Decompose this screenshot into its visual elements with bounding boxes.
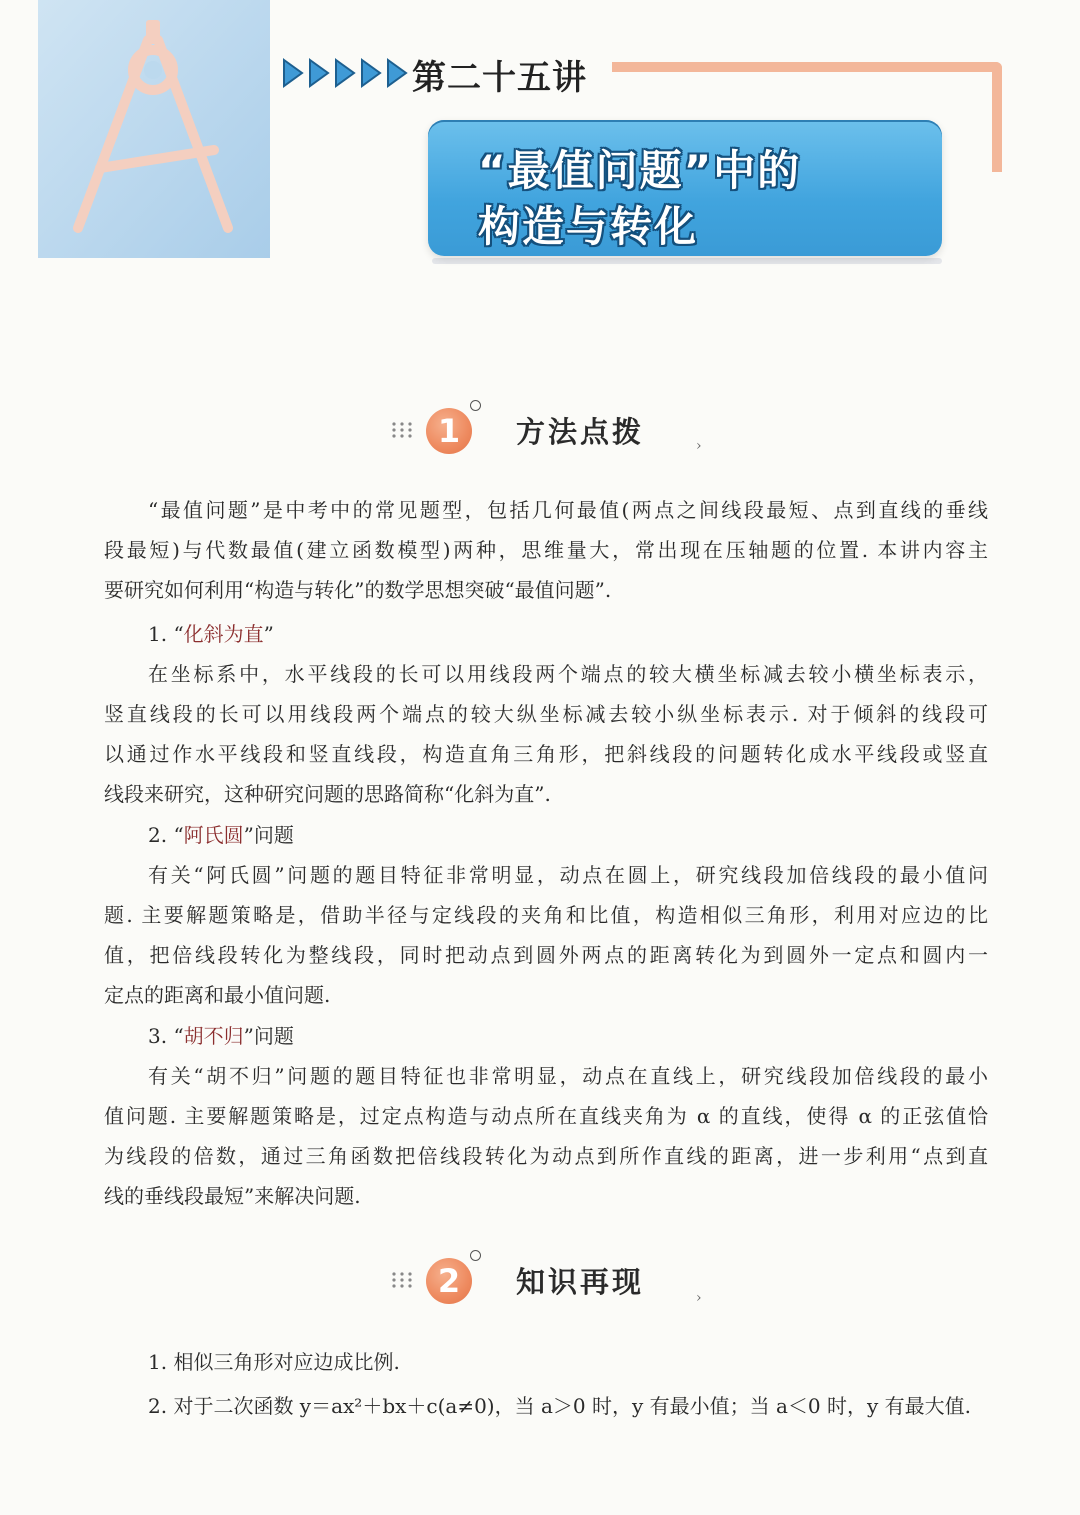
section-number-badge: 1 [426, 408, 472, 454]
knowledge-item-2: 2. 对于二次函数 y＝ax²＋bx＋c(a≠0)，当 a＞0 时，y 有最小值；当 a＜0 时，y 有最大值. [148, 1394, 972, 1418]
text-line: “最值问题”是中考中的常见题型，包括几何最值(两点之间线段最短、点到直线的垂线 [148, 498, 988, 522]
text-line: 在坐标系中，水平线段的长可以用线段两个端点的较大横坐标减去较小横坐标表示， [148, 662, 988, 686]
small-arrow-icon: › [696, 1290, 702, 1306]
item-3-paragraph [104, 1056, 988, 1216]
item-2-paragraph [104, 855, 988, 1015]
small-arrow-icon: › [696, 438, 702, 454]
item-heading-3 [148, 1016, 294, 1056]
text-line: 要研究如何利用“构造与转化”的数学思想突破“最值问题”. [104, 578, 612, 602]
text-line: 以通过作水平线段和竖直线段，构造直角三角形，把斜线段的问题转化成水平线段或竖直 [104, 742, 988, 766]
item-name: 化斜为直 [183, 622, 264, 646]
text-line: 线的垂线段最短”来解决问题. [104, 1184, 361, 1208]
compass-illustration [38, 0, 270, 258]
degree-circle-icon [470, 1250, 481, 1261]
text-line: 有关“阿氏圆”问题的题目特征非常明显，动点在圆上，研究线段加倍线段的最小值问 [148, 863, 988, 887]
item-suffix: ” [263, 622, 274, 646]
triangle-right-icon [282, 58, 304, 88]
text-line: 段最短)与代数最值(建立函数模型)两种，思维量大，常出现在压轴题的位置. 本讲内容主 [104, 538, 988, 562]
text-line: 有关“胡不归”问题的题目特征也非常明显，动点在直线上，研究线段加倍线段的最小 [148, 1064, 988, 1088]
item-1-paragraph [104, 654, 988, 814]
text-line: 竖直线段的长可以用线段两个端点的较大纵坐标减去较小纵坐标表示. 对于倾斜的线段可 [104, 702, 988, 726]
triangle-right-icon [334, 58, 356, 88]
lecture-number: 第二十五讲 [412, 58, 587, 98]
chapter-title-line-1: “最值问题”中的 [478, 146, 802, 195]
item-suffix: ”问题 [243, 823, 294, 847]
chapter-title-box [428, 120, 942, 256]
dots-icon [390, 418, 420, 442]
item-prefix: 3. “ [148, 1024, 184, 1048]
item-name: 阿氏圆 [183, 823, 244, 847]
text-line: 定点的距离和最小值问题. [104, 983, 331, 1007]
section-title: 知识再现 [516, 1265, 645, 1299]
degree-circle-icon [470, 400, 481, 411]
item-prefix: 1. “ [148, 622, 184, 646]
section-heading-knowledge [390, 1254, 720, 1314]
item-heading-2 [148, 815, 294, 855]
knowledge-item-1: 1. 相似三角形对应边成比例. [148, 1350, 400, 1374]
chapter-title-line-2: 构造与转化 [478, 202, 699, 251]
triangle-right-icon [360, 58, 382, 88]
triangle-right-icon [386, 58, 408, 88]
triangle-right-icon [308, 58, 330, 88]
item-suffix: ”问题 [243, 1024, 294, 1048]
title-underline [432, 258, 942, 264]
arrow-decoration [282, 58, 408, 92]
text-line: 线段来研究，这种研究问题的思路简称“化斜为直”. [104, 782, 551, 806]
text-line: 为线段的倍数，通过三角函数把倍线段转化为动点到所作直线的距离，进一步利用“点到直 [104, 1144, 988, 1168]
item-prefix: 2. “ [148, 823, 184, 847]
section-heading-method [390, 404, 720, 464]
intro-paragraph [104, 490, 988, 610]
section-title: 方法点拨 [516, 415, 645, 449]
text-line: 值，把倍线段转化为整线段，同时把动点到圆外两点的距离转化为到圆外一定点和圆内一 [104, 943, 988, 967]
item-heading-1 [148, 614, 274, 654]
text-line: 值问题. 主要解题策略是，过定点构造与动点所在直线夹角为 α 的直线，使得 α 的正弦值恰 [104, 1104, 988, 1128]
section-number-badge: 2 [426, 1258, 472, 1304]
text-line: 题. 主要解题策略是，借助半径与定线段的夹角和比值，构造相似三角形，利用对应边的比 [104, 903, 988, 927]
item-name: 胡不归 [183, 1024, 244, 1048]
dots-icon [390, 1268, 420, 1292]
